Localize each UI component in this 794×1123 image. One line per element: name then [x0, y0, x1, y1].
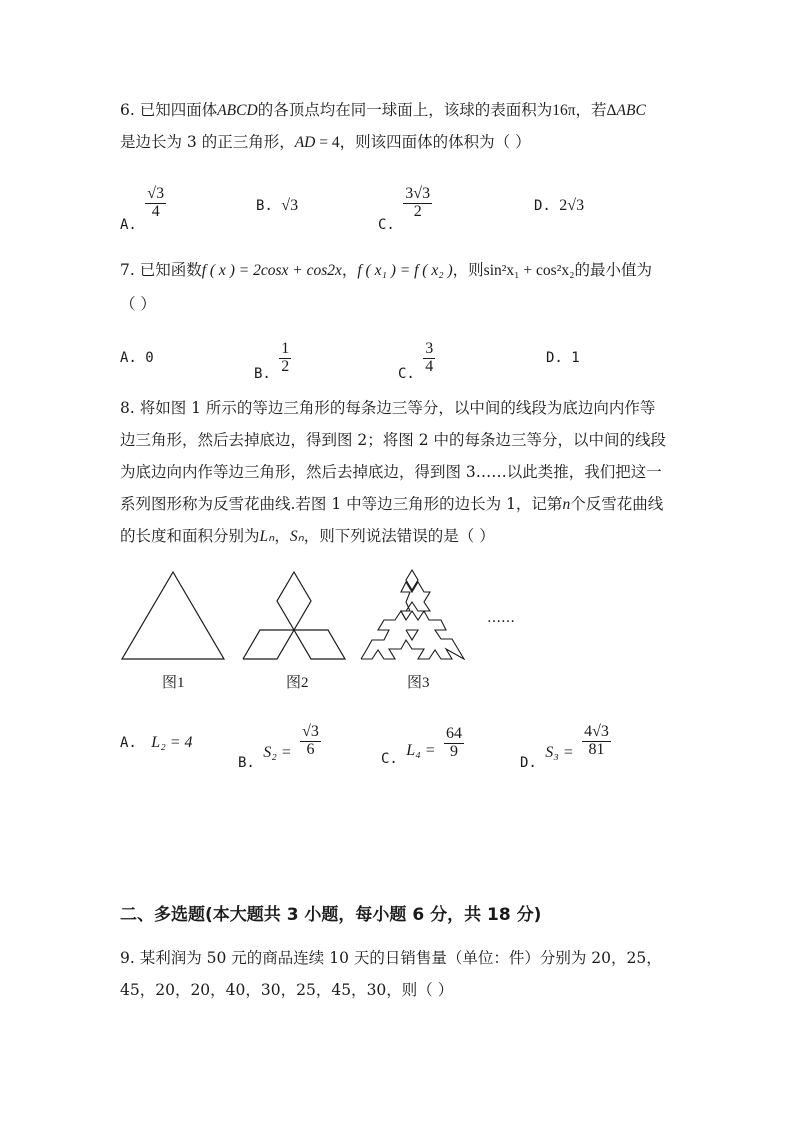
q8-text: 8. 将如图 1 所示的等边三角形的每条边三等分，以中间的线段为底边向内作等	[120, 399, 656, 417]
q6-option-a[interactable]	[120, 185, 166, 234]
figure-1-triangle	[122, 572, 224, 659]
q6-option-b-value: √3	[281, 197, 299, 214]
q6-stem-line1	[120, 103, 646, 119]
q8-math-n: n	[562, 496, 571, 513]
denominator: 2	[413, 202, 422, 220]
q7-option-d-text: D. 1	[546, 350, 580, 366]
q7-option-b[interactable]	[254, 340, 291, 383]
q8-text: ，	[274, 527, 290, 545]
q8-option-a[interactable]	[120, 734, 193, 752]
q8-text: 的长度和面积分别为	[120, 527, 260, 545]
option-label: C.	[378, 217, 395, 234]
figure-3-caption: 图3	[407, 675, 430, 691]
q8-figures	[0, 560, 794, 670]
q7-option-a[interactable]	[120, 350, 154, 366]
numerator: 3√3	[405, 185, 431, 202]
q8-stem-line1	[120, 401, 655, 417]
denominator: 6	[306, 740, 315, 758]
q9-text: 9. 某利润为 50 元的商品连续 10 天的日销售量（单位：件）分别为 20，25，	[120, 949, 662, 967]
q8-stem-line3	[120, 465, 662, 481]
option-label: C.	[398, 366, 415, 383]
option-label: D.	[520, 755, 537, 772]
q6-math-ad-val: = 4	[315, 134, 340, 151]
figure-2-anti-snowflake	[243, 572, 345, 659]
option-label: A.	[120, 735, 137, 751]
q8-option-b-lhs: S₂ =	[263, 744, 292, 762]
q8-stem-line4	[120, 497, 663, 513]
q8-option-d-fraction	[582, 724, 611, 759]
q7-text: 7. 已知函数	[120, 261, 202, 279]
denominator: 4	[151, 202, 160, 220]
q7-option-a-text: A. 0	[120, 350, 154, 366]
numerator: 64	[446, 725, 462, 742]
q6-math-delta: Δ	[606, 102, 617, 119]
q6-option-c[interactable]	[378, 185, 432, 234]
q6-math-area: 16π	[552, 102, 576, 119]
q8-figure-ellipsis: ……	[487, 610, 515, 626]
q7-answer-blank: （ ）	[120, 295, 156, 313]
option-label: A.	[120, 217, 137, 234]
q9-text: 45，20，20，40，30，25，45，30，则（ ）	[120, 981, 454, 999]
denominator: 4	[425, 357, 434, 375]
q6-option-c-fraction	[403, 186, 432, 221]
q8-option-c[interactable]	[381, 725, 464, 768]
q8-option-a-value: L₂ = 4	[151, 734, 193, 751]
q8-text: 系列图形称为反雪花曲线.若图 1 中等边三角形的边长为 1，记第	[120, 495, 563, 513]
q8-math-ln: Lₙ	[259, 528, 275, 545]
q8-text: 边三角形，然后去掉底边，得到图 2；将图 2 中的每条边三等分，以中间的线段	[120, 431, 667, 449]
figure-2-caption: 图2	[286, 675, 309, 691]
option-label: B.	[256, 198, 273, 214]
q6-option-a-fraction	[145, 186, 166, 221]
q6-option-d-value: 2√3	[559, 197, 585, 214]
q8-text: 个反雪花曲线	[570, 495, 664, 513]
q8-option-b[interactable]	[238, 723, 321, 772]
numerator: 1	[281, 340, 290, 357]
q7-option-c[interactable]	[398, 340, 435, 383]
q8-stem-line5	[120, 529, 495, 545]
q7-math-expression: sin²x₁ + cos²x₂	[483, 262, 575, 279]
q6-math-abc: ABC	[616, 102, 646, 119]
q9-stem-line2	[120, 983, 453, 999]
q7-text: ，则	[452, 261, 484, 279]
q8-stem-line2	[120, 433, 666, 449]
q6-text: 的各顶点均在同一球面上，该球的表面积为	[257, 101, 553, 119]
q8-option-d-lhs: S₃ =	[545, 744, 574, 762]
q8-math-sn: Sₙ	[289, 528, 304, 545]
numerator: 4√3	[584, 723, 609, 740]
denominator: 2	[281, 357, 290, 375]
q6-text: 6. 已知四面体	[120, 101, 218, 119]
q6-stem-line2	[120, 135, 531, 151]
q7-text: 的最小值为	[574, 261, 653, 279]
q7-stem-line1	[120, 263, 652, 279]
q7-math-equality: f ( x₁ ) = f ( x₂ )	[357, 262, 453, 279]
option-label: B.	[254, 366, 271, 383]
figure-1-caption: 图1	[162, 675, 185, 691]
q8-text: ，则下列说法错误的是（ ）	[303, 527, 495, 545]
q8-option-c-fraction	[444, 726, 464, 761]
q7-stem-line2	[120, 297, 156, 313]
q8-option-c-lhs: L₄ =	[406, 742, 436, 760]
numerator: √3	[147, 185, 165, 202]
option-label: C.	[381, 751, 398, 768]
q6-math-ad: AD	[294, 134, 316, 151]
q8-option-b-fraction	[300, 724, 321, 759]
q7-text: ，	[341, 261, 358, 279]
denominator: 9	[450, 742, 458, 760]
denominator: 81	[588, 740, 605, 758]
q6-text: 是边长为 3 的正三角形，	[120, 133, 295, 151]
numerator: 3	[425, 340, 434, 357]
q8-option-d[interactable]	[520, 723, 611, 772]
q7-option-b-fraction	[279, 341, 291, 376]
q7-option-c-fraction	[423, 341, 435, 376]
q6-text: ，若	[575, 101, 607, 119]
q6-option-d[interactable]	[534, 197, 584, 215]
q6-text: ，则该四面体的体积为（ ）	[339, 133, 531, 151]
q6-option-b[interactable]	[256, 197, 298, 215]
option-label: B.	[238, 755, 255, 772]
q9-stem-line1	[120, 951, 662, 967]
q7-option-d[interactable]	[546, 350, 580, 366]
q7-math-function: f ( x ) = 2cosx + cos2x	[201, 262, 342, 279]
option-label: D.	[534, 198, 551, 214]
section-2-heading: 二、多选题(本大题共 3 小题，每小题 6 分，共 18 分)	[120, 905, 542, 925]
q6-math-abcd: ABCD	[217, 102, 258, 119]
figure-3-anti-snowflake	[361, 570, 464, 659]
numerator: √3	[302, 723, 319, 740]
q8-text: 为底边向内作等边三角形，然后去掉底边，得到图 3……以此类推，我们把这一	[120, 463, 662, 481]
